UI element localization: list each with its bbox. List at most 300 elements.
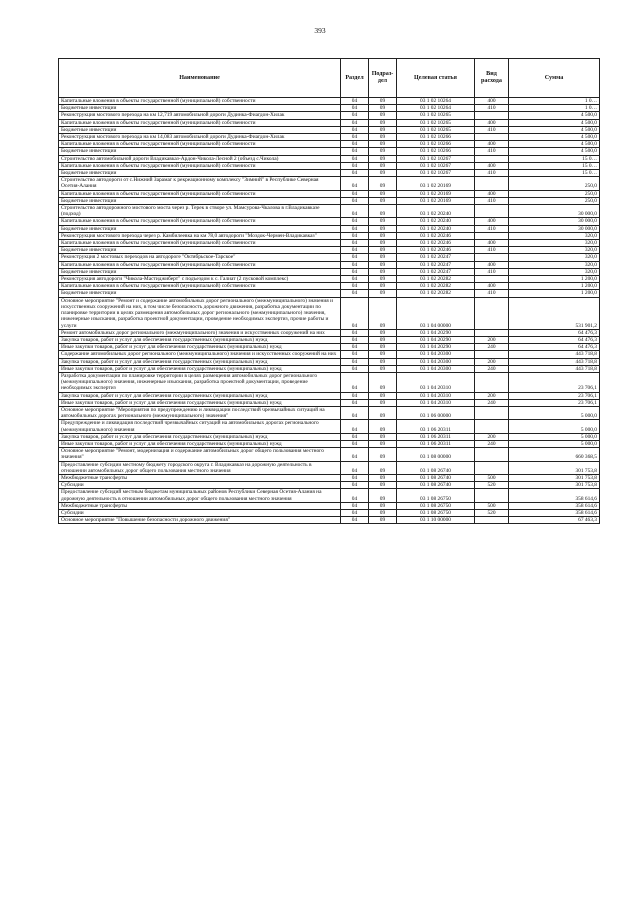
cell-target-article: 03 1 04 20310 — [397, 399, 475, 406]
cell-sum: 4 500,0 — [509, 141, 600, 148]
cell-podrazdel: 09 — [369, 502, 397, 509]
cell-name: Бюджетные инвестиции — [59, 197, 341, 204]
table-row — [59, 190, 600, 197]
cell-name: Капитальные вложения в объекты государственной (муниципальной) собственности — [59, 190, 341, 197]
cell-sum: 320,0 — [509, 232, 600, 239]
cell-razdel: 04 — [341, 283, 369, 290]
table-row — [59, 440, 600, 447]
cell-name: Капитальные вложения в объекты государственной (муниципальной) собственности — [59, 119, 341, 126]
cell-podrazdel: 09 — [369, 517, 397, 524]
cell-name: Предоставление субсидии местному бюджету городского округа г. Владикавказ на дорожную деятельность в отношении автомобильных дорог общего пользования местного значения — [59, 461, 341, 474]
cell-razdel: 04 — [341, 261, 369, 268]
cell-sum: 30 000,0 — [509, 218, 600, 225]
cell-podrazdel: 09 — [369, 254, 397, 261]
cell-target-article: 03 1 08 26750 — [397, 502, 475, 509]
cell-expense-type: 520 — [475, 482, 509, 489]
cell-sum: 320,0 — [509, 268, 600, 275]
cell-podrazdel: 09 — [369, 276, 397, 283]
cell-razdel: 04 — [341, 336, 369, 343]
cell-sum: 320,0 — [509, 247, 600, 254]
cell-expense-type — [475, 134, 509, 141]
cell-target-article: 03 1 02 20169 — [397, 197, 475, 204]
cell-podrazdel: 09 — [369, 358, 397, 365]
cell-expense-type: 520 — [475, 509, 509, 516]
cell-target-article: 03 1 02 10266 — [397, 148, 475, 155]
table-row — [59, 232, 600, 239]
cell-razdel: 04 — [341, 392, 369, 399]
cell-name: Капитальные вложения в объекты государственной (муниципальной) собственности — [59, 141, 341, 148]
table-row — [59, 448, 600, 461]
cell-sum: 531 901,2 — [509, 297, 600, 329]
cell-expense-type — [475, 461, 509, 474]
cell-podrazdel: 09 — [369, 218, 397, 225]
cell-target-article: 03 1 08 26740 — [397, 482, 475, 489]
cell-target-article: 03 1 02 20282 — [397, 283, 475, 290]
cell-name: Бюджетные инвестиции — [59, 247, 341, 254]
cell-expense-type: 500 — [475, 474, 509, 481]
cell-name: Субсидии — [59, 482, 341, 489]
cell-razdel: 04 — [341, 112, 369, 119]
cell-sum: 64 476,3 — [509, 336, 600, 343]
cell-name: Реконструкция мостового перехода через р. Камбилеевка на км 78,0 автодороги "Моздок-Чермен-Владикавказ" — [59, 232, 341, 239]
table-row — [59, 268, 600, 275]
cell-podrazdel: 09 — [369, 329, 397, 336]
cell-name: Иные закупки товаров, работ и услуг для обеспечения государственных (муниципальных) нужд — [59, 440, 341, 447]
cell-razdel: 04 — [341, 276, 369, 283]
cell-sum: 4 500,0 — [509, 112, 600, 119]
cell-podrazdel: 09 — [369, 162, 397, 169]
table-row — [59, 218, 600, 225]
cell-target-article: 03 1 02 20169 — [397, 190, 475, 197]
cell-podrazdel: 09 — [369, 141, 397, 148]
cell-sum: 5 000,0 — [509, 440, 600, 447]
cell-target-article: 03 1 04 20290 — [397, 344, 475, 351]
cell-expense-type: 410 — [475, 225, 509, 232]
cell-name: Основное мероприятие "Повышение безопасности дорожного движения" — [59, 517, 341, 524]
cell-target-article: 03 1 02 10265 — [397, 112, 475, 119]
cell-name: Иные закупки товаров, работ и услуг для обеспечения государственных (муниципальных) нужд — [59, 399, 341, 406]
cell-name: Основное мероприятие "Ремонт и содержание автомобильных дорог регионального (межмуниципального) значения и искусственных сооружений на них, в том числе безопасность дорожного движения, разработка документации по планировке территории в целях размещения автомобильных дорог регионального (межмуниципального) значения, инженерные изыскания, разработка проектной документации, проведение необходимых экспертиз, прочие работы и услуги — [59, 297, 341, 329]
cell-podrazdel: 09 — [369, 126, 397, 133]
table-row — [59, 351, 600, 358]
cell-expense-type: 400 — [475, 162, 509, 169]
cell-name: Межбюджетные трансферты — [59, 502, 341, 509]
table-row — [59, 290, 600, 297]
cell-name: Капитальные вложения в объекты государственной (муниципальной) собственности — [59, 98, 341, 105]
cell-sum: 443 718,8 — [509, 365, 600, 372]
cell-target-article: 03 1 02 10267 — [397, 170, 475, 177]
cell-target-article: 03 1 02 20247 — [397, 268, 475, 275]
cell-razdel: 04 — [341, 98, 369, 105]
table-row — [59, 358, 600, 365]
cell-expense-type — [475, 448, 509, 461]
cell-podrazdel: 09 — [369, 190, 397, 197]
cell-razdel: 04 — [341, 148, 369, 155]
cell-razdel: 04 — [341, 170, 369, 177]
cell-expense-type — [475, 155, 509, 162]
cell-razdel: 04 — [341, 141, 369, 148]
cell-podrazdel: 09 — [369, 365, 397, 372]
header-target-article: Целевая статья — [397, 59, 475, 98]
cell-podrazdel: 09 — [369, 197, 397, 204]
table-row — [59, 254, 600, 261]
cell-name: Предупреждение и ликвидация последствий чрезвычайных ситуаций на автомобильных дорогах регионального (межмуниципального) значения — [59, 420, 341, 433]
cell-target-article: 03 1 04 20300 — [397, 351, 475, 358]
cell-name: Капитальные вложения в объекты государственной (муниципальной) собственности — [59, 261, 341, 268]
cell-sum: 1 0… — [509, 98, 600, 105]
cell-podrazdel: 09 — [369, 177, 397, 190]
table-row — [59, 344, 600, 351]
cell-sum: 23 706,1 — [509, 399, 600, 406]
cell-razdel: 04 — [341, 406, 369, 419]
cell-razdel: 04 — [341, 489, 369, 502]
table-row — [59, 126, 600, 133]
cell-target-article: 03 1 02 10267 — [397, 162, 475, 169]
cell-expense-type: 400 — [475, 261, 509, 268]
cell-target-article: 03 1 06 00000 — [397, 406, 475, 419]
cell-podrazdel: 09 — [369, 283, 397, 290]
cell-sum: 64 476,3 — [509, 344, 600, 351]
cell-sum: 15 0… — [509, 170, 600, 177]
cell-target-article: 03 1 02 10264 — [397, 105, 475, 112]
cell-expense-type — [475, 276, 509, 283]
cell-name: Бюджетные инвестиции — [59, 148, 341, 155]
cell-sum: 443 718,8 — [509, 351, 600, 358]
cell-expense-type: 400 — [475, 98, 509, 105]
cell-razdel: 04 — [341, 448, 369, 461]
cell-sum: 4 500,0 — [509, 134, 600, 141]
cell-sum: 1 200,0 — [509, 276, 600, 283]
cell-expense-type: 200 — [475, 336, 509, 343]
cell-podrazdel: 09 — [369, 509, 397, 516]
budget-table — [58, 58, 600, 524]
cell-target-article: 03 1 02 10267 — [397, 155, 475, 162]
cell-razdel: 04 — [341, 297, 369, 329]
cell-expense-type: 410 — [475, 105, 509, 112]
cell-expense-type — [475, 232, 509, 239]
table-row — [59, 205, 600, 218]
cell-name: Строительство автомобильной дороги Владикавказ-Ардон-Чикола-Лесной 2 (объезд с.Чикола) — [59, 155, 341, 162]
cell-name: Иные закупки товаров, работ и услуг для обеспечения государственных (муниципальных) нужд — [59, 344, 341, 351]
cell-razdel: 04 — [341, 517, 369, 524]
cell-target-article: 03 1 08 00000 — [397, 448, 475, 461]
cell-name: Субсидии — [59, 509, 341, 516]
cell-target-article: 03 1 02 20282 — [397, 290, 475, 297]
cell-target-article: 03 1 02 20282 — [397, 276, 475, 283]
table-row — [59, 105, 600, 112]
table-row — [59, 517, 600, 524]
cell-target-article: 03 1 04 20310 — [397, 372, 475, 392]
table-row — [59, 336, 600, 343]
cell-name: Строительство автодорожного мостового моста через р. Терек в створе ул. Мамсурова-Чкалова в г.Владикавказе (подход) — [59, 205, 341, 218]
cell-expense-type: 240 — [475, 399, 509, 406]
table-body — [59, 98, 600, 524]
cell-sum: 660 368,5 — [509, 448, 600, 461]
cell-razdel: 04 — [341, 119, 369, 126]
cell-expense-type: 200 — [475, 392, 509, 399]
table-row — [59, 261, 600, 268]
cell-razdel: 04 — [341, 268, 369, 275]
table-row — [59, 177, 600, 190]
cell-razdel: 04 — [341, 126, 369, 133]
cell-razdel: 04 — [341, 351, 369, 358]
cell-expense-type: 240 — [475, 365, 509, 372]
cell-expense-type — [475, 372, 509, 392]
cell-podrazdel: 09 — [369, 134, 397, 141]
cell-target-article: 03 1 08 26750 — [397, 489, 475, 502]
cell-razdel: 04 — [341, 232, 369, 239]
cell-razdel: 04 — [341, 482, 369, 489]
cell-target-article: 03 1 02 10266 — [397, 134, 475, 141]
cell-razdel: 04 — [341, 247, 369, 254]
cell-razdel: 04 — [341, 225, 369, 232]
cell-name: Бюджетные инвестиции — [59, 105, 341, 112]
cell-podrazdel: 09 — [369, 240, 397, 247]
cell-sum: 320,0 — [509, 240, 600, 247]
table-row — [59, 461, 600, 474]
cell-podrazdel: 09 — [369, 119, 397, 126]
cell-expense-type — [475, 254, 509, 261]
cell-sum: 64 476,3 — [509, 329, 600, 336]
cell-sum: 1 0… — [509, 105, 600, 112]
cell-name: Реконструкция мостового перехода на км 14,083 автомобильной дороги Дудинка-Фиагдон-Хилак — [59, 134, 341, 141]
table-row — [59, 365, 600, 372]
cell-expense-type — [475, 205, 509, 218]
cell-razdel: 04 — [341, 502, 369, 509]
cell-name: Реконструкция автодороги "Чикола-Мастиджиберт" с подъездом к с. Галиат (2 пусковой комплекс) — [59, 276, 341, 283]
cell-razdel: 04 — [341, 433, 369, 440]
cell-podrazdel: 09 — [369, 406, 397, 419]
cell-name: Реконструкция 2 мостовых переходов на автодороге "Октябрьское-Тарское" — [59, 254, 341, 261]
cell-podrazdel: 09 — [369, 448, 397, 461]
cell-podrazdel: 09 — [369, 372, 397, 392]
cell-podrazdel: 09 — [369, 392, 397, 399]
cell-razdel: 04 — [341, 399, 369, 406]
cell-sum: 358 614,6 — [509, 509, 600, 516]
table-row — [59, 119, 600, 126]
cell-sum: 4 500,0 — [509, 148, 600, 155]
cell-target-article: 03 1 10 00000 — [397, 517, 475, 524]
cell-razdel: 04 — [341, 177, 369, 190]
table-row — [59, 148, 600, 155]
table-row — [59, 247, 600, 254]
cell-razdel: 04 — [341, 358, 369, 365]
cell-target-article: 03 1 02 20240 — [397, 225, 475, 232]
cell-razdel: 04 — [341, 290, 369, 297]
cell-razdel: 04 — [341, 105, 369, 112]
table-header-row — [59, 59, 600, 98]
cell-podrazdel: 09 — [369, 344, 397, 351]
cell-name: Закупка товаров, работ и услуг для обеспечения государственных (муниципальных) нужд — [59, 392, 341, 399]
cell-target-article: 03 1 02 20247 — [397, 254, 475, 261]
cell-name: Бюджетные инвестиции — [59, 225, 341, 232]
cell-expense-type: 400 — [475, 141, 509, 148]
cell-target-article: 03 1 04 20310 — [397, 392, 475, 399]
cell-razdel: 04 — [341, 254, 369, 261]
cell-expense-type: 410 — [475, 197, 509, 204]
cell-expense-type — [475, 489, 509, 502]
cell-name: Капитальные вложения в объекты государственной (муниципальной) собственности — [59, 162, 341, 169]
table-row — [59, 502, 600, 509]
cell-podrazdel: 09 — [369, 98, 397, 105]
table-row — [59, 225, 600, 232]
cell-sum: 358 614,6 — [509, 502, 600, 509]
cell-sum: 23 706,1 — [509, 372, 600, 392]
cell-expense-type: 400 — [475, 283, 509, 290]
cell-razdel: 04 — [341, 420, 369, 433]
cell-target-article: 03 1 06 20311 — [397, 440, 475, 447]
cell-expense-type: 240 — [475, 344, 509, 351]
cell-sum: 5 000,0 — [509, 433, 600, 440]
cell-podrazdel: 09 — [369, 336, 397, 343]
cell-razdel: 04 — [341, 240, 369, 247]
cell-target-article: 03 1 02 20240 — [397, 205, 475, 218]
table-row — [59, 170, 600, 177]
cell-podrazdel: 09 — [369, 225, 397, 232]
header-expense-type: Вид расхода — [475, 59, 509, 98]
cell-podrazdel: 09 — [369, 351, 397, 358]
cell-podrazdel: 09 — [369, 232, 397, 239]
cell-razdel: 04 — [341, 205, 369, 218]
table-row — [59, 329, 600, 336]
cell-target-article: 03 1 02 20246 — [397, 232, 475, 239]
page-number: 393 — [314, 26, 326, 35]
cell-name: Бюджетные инвестиции — [59, 290, 341, 297]
table-row — [59, 276, 600, 283]
cell-sum: 30 000,0 — [509, 225, 600, 232]
cell-target-article: 03 1 04 20300 — [397, 365, 475, 372]
cell-sum: 250,0 — [509, 177, 600, 190]
cell-name: Предоставление субсидий местным бюджетам муниципальных районов Республики Северная Осетия-Алания на дорожную деятельность в отношении автомобильных дорог общего пользования местного значения — [59, 489, 341, 502]
cell-podrazdel: 09 — [369, 297, 397, 329]
cell-target-article: 03 1 02 10264 — [397, 98, 475, 105]
cell-razdel: 04 — [341, 365, 369, 372]
header-razdel: Раздел — [341, 59, 369, 98]
cell-target-article: 03 1 02 20240 — [397, 218, 475, 225]
cell-razdel: 04 — [341, 474, 369, 481]
header-name: Наименование — [59, 59, 341, 98]
cell-sum: 320,0 — [509, 254, 600, 261]
cell-target-article: 03 1 06 20311 — [397, 433, 475, 440]
cell-sum: 1 200,0 — [509, 283, 600, 290]
cell-podrazdel: 09 — [369, 247, 397, 254]
cell-target-article: 03 1 04 20290 — [397, 329, 475, 336]
cell-sum: 320,0 — [509, 261, 600, 268]
cell-target-article: 03 1 08 26740 — [397, 474, 475, 481]
table-row — [59, 392, 600, 399]
cell-expense-type — [475, 420, 509, 433]
cell-sum: 443 718,8 — [509, 358, 600, 365]
cell-expense-type: 410 — [475, 247, 509, 254]
cell-podrazdel: 09 — [369, 440, 397, 447]
cell-sum: 15 0… — [509, 162, 600, 169]
cell-sum: 23 706,1 — [509, 392, 600, 399]
cell-podrazdel: 09 — [369, 489, 397, 502]
table-row — [59, 283, 600, 290]
cell-podrazdel: 09 — [369, 433, 397, 440]
cell-expense-type: 200 — [475, 433, 509, 440]
table-row — [59, 420, 600, 433]
cell-name: Бюджетные инвестиции — [59, 170, 341, 177]
cell-podrazdel: 09 — [369, 420, 397, 433]
cell-podrazdel: 09 — [369, 290, 397, 297]
cell-sum: 4 500,0 — [509, 126, 600, 133]
cell-podrazdel: 09 — [369, 474, 397, 481]
table-row — [59, 98, 600, 105]
cell-expense-type — [475, 329, 509, 336]
cell-name: Закупка товаров, работ и услуг для обеспечения государственных (муниципальных) нужд — [59, 433, 341, 440]
cell-target-article: 03 1 08 26740 — [397, 461, 475, 474]
cell-name: Содержание автомобильных дорог регионального (межмуниципального) значения и искусственных сооружений на них — [59, 351, 341, 358]
cell-razdel: 04 — [341, 218, 369, 225]
cell-sum: 250,0 — [509, 190, 600, 197]
cell-target-article: 03 1 02 20246 — [397, 240, 475, 247]
cell-podrazdel: 09 — [369, 205, 397, 218]
cell-expense-type: 410 — [475, 126, 509, 133]
cell-expense-type: 410 — [475, 148, 509, 155]
cell-name: Строительство автодороги от с.Нижний Зарамаг к рекреационному комплексу "Зимний" в Республике Северная Осетия-Алания — [59, 177, 341, 190]
cell-target-article: 03 1 04 20290 — [397, 336, 475, 343]
cell-target-article: 03 1 02 10265 — [397, 126, 475, 133]
cell-razdel: 04 — [341, 372, 369, 392]
cell-target-article: 03 1 04 00000 — [397, 297, 475, 329]
cell-expense-type: 410 — [475, 290, 509, 297]
cell-target-article: 03 1 08 26750 — [397, 509, 475, 516]
header-podrazdel: Подраз-дел — [369, 59, 397, 98]
cell-podrazdel: 09 — [369, 148, 397, 155]
cell-target-article: 03 1 02 20247 — [397, 261, 475, 268]
cell-target-article: 03 1 04 20300 — [397, 358, 475, 365]
cell-name: Капитальные вложения в объекты государственной (муниципальной) собственности — [59, 283, 341, 290]
table-row — [59, 399, 600, 406]
cell-razdel: 04 — [341, 461, 369, 474]
cell-podrazdel: 09 — [369, 155, 397, 162]
cell-podrazdel: 09 — [369, 461, 397, 474]
cell-podrazdel: 09 — [369, 399, 397, 406]
cell-expense-type: 200 — [475, 358, 509, 365]
table-row — [59, 406, 600, 419]
cell-razdel: 04 — [341, 440, 369, 447]
cell-podrazdel: 09 — [369, 112, 397, 119]
cell-target-article: 03 1 06 20311 — [397, 420, 475, 433]
cell-expense-type: 410 — [475, 170, 509, 177]
cell-razdel: 04 — [341, 509, 369, 516]
cell-podrazdel: 09 — [369, 170, 397, 177]
cell-target-article: 03 1 02 20169 — [397, 177, 475, 190]
cell-sum: 67 463,3 — [509, 517, 600, 524]
cell-name: Межбюджетные трансферты — [59, 474, 341, 481]
cell-expense-type: 500 — [475, 502, 509, 509]
cell-expense-type — [475, 177, 509, 190]
cell-sum: 358 614,6 — [509, 489, 600, 502]
cell-name: Капитальные вложения в объекты государственной (муниципальной) собственности — [59, 218, 341, 225]
table-row — [59, 112, 600, 119]
cell-expense-type: 400 — [475, 119, 509, 126]
table-row — [59, 134, 600, 141]
cell-name: Основное мероприятие "Ремонт, модернизация и содержание автомобильных дорог общего пользования местного значения" — [59, 448, 341, 461]
cell-name: Иные закупки товаров, работ и услуг для обеспечения государственных (муниципальных) нужд — [59, 365, 341, 372]
cell-sum: 15 0… — [509, 155, 600, 162]
cell-expense-type — [475, 406, 509, 419]
cell-razdel: 04 — [341, 162, 369, 169]
cell-target-article: 03 1 02 20246 — [397, 247, 475, 254]
cell-target-article: 03 1 02 10265 — [397, 119, 475, 126]
cell-razdel: 04 — [341, 190, 369, 197]
cell-name: Бюджетные инвестиции — [59, 268, 341, 275]
cell-podrazdel: 09 — [369, 105, 397, 112]
cell-expense-type: 410 — [475, 268, 509, 275]
table-row — [59, 433, 600, 440]
